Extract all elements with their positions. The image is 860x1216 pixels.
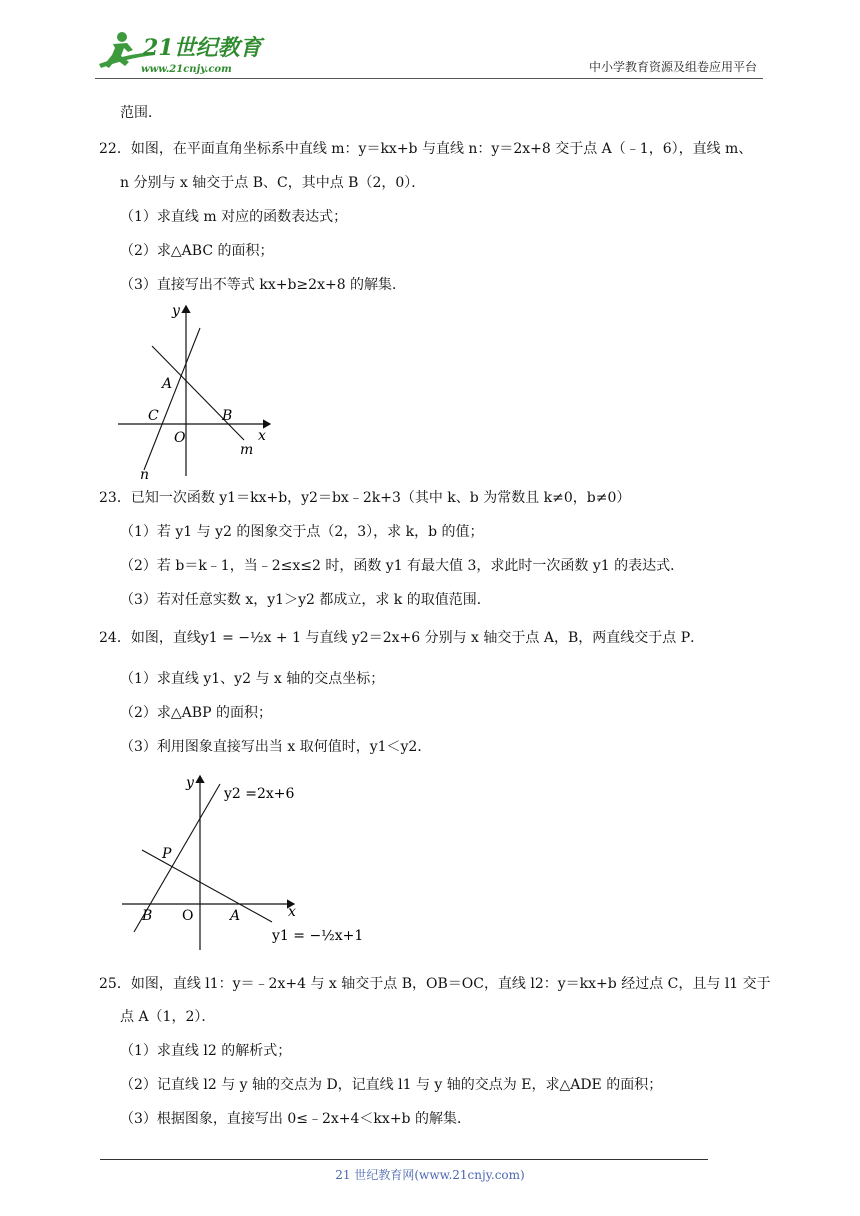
question-22-line-1: 22．如图，在平面直角坐标系中直线 m：y＝kx+b 与直线 n：y＝2x+8 交于点 A（﹣1，6），直线 m、 <box>99 141 753 157</box>
line-m <box>152 346 244 440</box>
label-B: B <box>142 908 153 924</box>
label-P: P <box>162 846 172 862</box>
figure-24 <box>116 770 386 954</box>
text-line: 范围． <box>120 105 162 121</box>
question-22-part-2: （2）求△ABC 的面积； <box>120 243 274 259</box>
question-23-line-1: 23．已知一次函数 y1＝kx+b，y2＝bx﹣2k+3（其中 k、b 为常数且 k≠0，b≠0） <box>99 490 631 506</box>
label-x: x <box>258 428 266 444</box>
line-n <box>144 328 200 470</box>
label-B: B <box>222 408 233 424</box>
question-22-line-2: n 分别与 x 轴交于点 B、C，其中点 B（2，0）． <box>120 175 426 191</box>
header-slogan: 中小学教育资源及组卷应用平台 <box>588 60 757 74</box>
logo-url: www.21cnjy.com <box>141 64 232 75</box>
question-24-line-1: 24．如图，直线y1 = −½x + 1 与直线 y2＝2x+6 分别与 x 轴交于点 A，B，两直线交于点 P． <box>99 630 705 646</box>
label-m: m <box>240 442 254 458</box>
label-y: y <box>186 775 194 791</box>
question-25-line-1: 25．如图，直线 l1：y＝﹣2x+4 与 x 轴交于点 B，OB＝OC，直线 l2：y＝kx+b 经过点 C，且与 l1 交于 <box>99 976 771 992</box>
label-y2: y2 =2x+6 <box>224 786 295 802</box>
question-24-part-1: （1）求直线 y1、y2 与 x 轴的交点坐标； <box>120 671 385 687</box>
question-23-part-2: （2）若 b＝k﹣1，当﹣2≤x≤2 时，函数 y1 有最大值 3，求此时一次函数 y1 的表达式． <box>120 558 685 574</box>
question-23-part-3: （3）若对任意实数 x，y1＞y2 都成立，求 k 的取值范围． <box>120 592 491 608</box>
question-25-part-1: （1）求直线 l2 的解析式； <box>120 1043 292 1059</box>
question-24-part-2: （2）求△ABP 的面积； <box>120 705 272 721</box>
page-header <box>95 28 763 79</box>
site-logo <box>95 28 265 76</box>
question-24-part-3: （3）利用图象直接写出当 x 取何值时，y1＜y2． <box>120 739 432 755</box>
label-n: n <box>140 467 150 480</box>
question-25-part-3: （3）根据图象，直接写出 0≤﹣2x+4＜kx+b 的解集． <box>120 1111 471 1127</box>
label-O: O <box>174 430 186 446</box>
label-C: C <box>148 408 159 424</box>
question-22-part-3: （3）直接写出不等式 kx+b≥2x+8 的解集． <box>120 277 407 293</box>
question-25-line-2: 点 A（1，2）． <box>120 1009 216 1025</box>
footer-link[interactable]: 21 世纪教育网(www.21cnjy.com) <box>335 1168 525 1182</box>
figure-22 <box>110 298 280 480</box>
logo-text: 21世纪教育 <box>143 35 262 61</box>
question-23-part-1: （1）若 y1 与 y2 的图象交于点（2，3），求 k，b 的值； <box>120 524 484 540</box>
label-A: A <box>230 908 241 924</box>
label-A: A <box>162 376 173 392</box>
question-22-part-1: （1）求直线 m 对应的函数表达式； <box>120 209 348 225</box>
label-x: x <box>288 904 296 920</box>
question-25-part-2: （2）记直线 l2 与 y 轴的交点为 D，记直线 l1 与 y 轴的交点为 E，求△ADE 的面积； <box>120 1077 663 1093</box>
label-O: O <box>182 908 194 924</box>
label-y1: y1 = −½x+1 <box>272 928 364 944</box>
label-y: y <box>172 303 180 319</box>
footer-divider <box>100 1159 708 1160</box>
